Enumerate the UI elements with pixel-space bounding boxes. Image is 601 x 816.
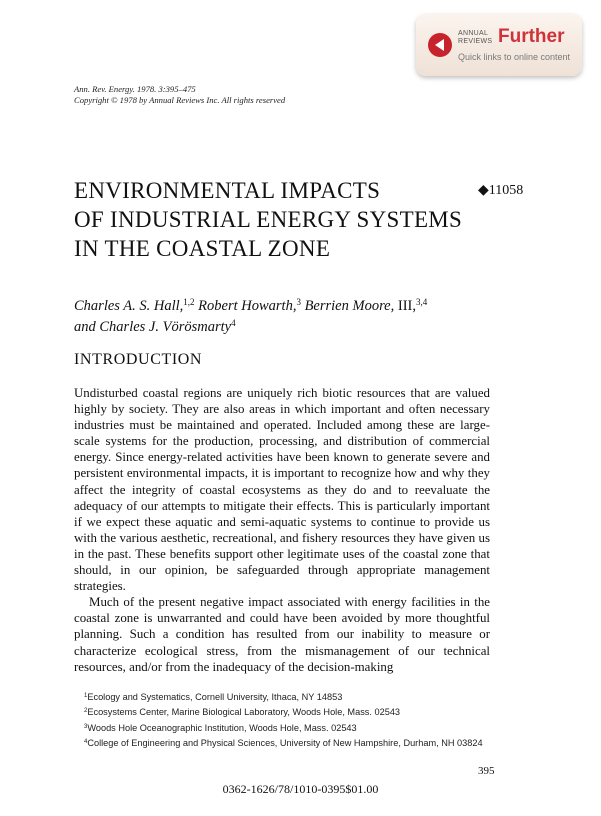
journal-copyright: Copyright © 1978 by Annual Reviews Inc. All rights reserved [74, 95, 286, 105]
footnote-text: College of Engineering and Physical Sciences, University of New Hampshire, Durham, NH 03824 [87, 738, 483, 749]
author-name: Berrien Moore, [304, 298, 395, 314]
author-list [74, 294, 427, 336]
journal-info [74, 84, 285, 106]
annual-reviews-logo-icon [428, 33, 452, 57]
footnote [74, 720, 490, 735]
footnote-mark: 1 [84, 693, 88, 699]
footnote-text: Woods Hole Oceanographic Institution, Woods Hole, Mass. 02543 [87, 722, 357, 733]
author-name: Robert Howarth, [198, 298, 297, 314]
footnote [74, 689, 490, 704]
author-suffix: III, [397, 298, 416, 314]
title-line: ENVIRONMENTAL IMPACTS [74, 178, 381, 203]
footnote-text: Ecology and Systematics, Cornell University, Ithaca, NY 14853 [87, 692, 343, 702]
paragraph: Much of the present negative impact associated with energy facilities in the coastal zone is unwarranted and could have been avoided by more thoughtful planning. Such a condition has resulted from our inability to measure or characterize ecological stress, from the mismanagement of our technical resources, and/or from the inadequacy of the decision-making [74, 595, 490, 674]
author-affiliation: 3 [296, 297, 301, 307]
footnote-mark: 3 [84, 723, 88, 730]
paragraph: Undisturbed coastal regions are uniquely rich biotic resources that are valued highly by society. They are also areas in which important and often necessary industries must be maintained and operated. Included among these are large-scale systems for the production, processing, and distribution of commercial energy. Since energy-related activities have been known to generate severe and persistent environmental impacts, it is important to recognize how and why they affect the integrity of coastal ecosystems as they do and to reevaluate the adequacy of our attempts to mitigate their effects. This is particularly important if we expect these aquatic and semi-aquatic systems to continue to provide us with the various aesthetic, recreational, and fishery resources they have given us in the past. These benefits support other legitimate uses of the coastal zone that should, in our opinion, be safeguarded through appropriate management strategies. [74, 386, 490, 594]
footnote-mark: 2 [84, 708, 88, 715]
section-heading: INTRODUCTION [74, 351, 203, 368]
footnotes [74, 689, 490, 751]
author-name: Charles A. S. Hall, [74, 298, 184, 314]
footnote [74, 735, 490, 750]
footnote [74, 704, 490, 719]
page-number: 395 [478, 765, 495, 777]
article-title [74, 176, 464, 263]
badge-further-label: Further [498, 26, 565, 47]
journal-citation: Ann. Rev. Energy. 1978. 3:395–475 [74, 84, 196, 94]
further-badge[interactable] [416, 14, 582, 76]
body-text [74, 385, 490, 675]
issn-code: 0362-1626/78/1010-0395$01.00 [222, 782, 379, 796]
footnote-mark: 4 [84, 739, 88, 746]
author-name: and Charles J. Vörösmarty [74, 319, 232, 335]
author-affiliation: 3,4 [416, 297, 428, 307]
footnote-text: Ecosystems Center, Marine Biological Laboratory, Woods Hole, Mass. 02543 [87, 707, 401, 718]
title-line: OF INDUSTRIAL ENERGY SYSTEMS [74, 207, 463, 232]
badge-reviews: REVIEWS [458, 38, 493, 45]
author-affiliation: 1,2 [183, 297, 195, 307]
article-code: ◆11058 [478, 183, 524, 198]
author-affiliation: 4 [231, 318, 236, 328]
title-line: IN THE COASTAL ZONE [74, 236, 331, 261]
badge-annual: ANNUAL [458, 30, 489, 37]
badge-subtitle: Quick links to online content [458, 52, 571, 62]
